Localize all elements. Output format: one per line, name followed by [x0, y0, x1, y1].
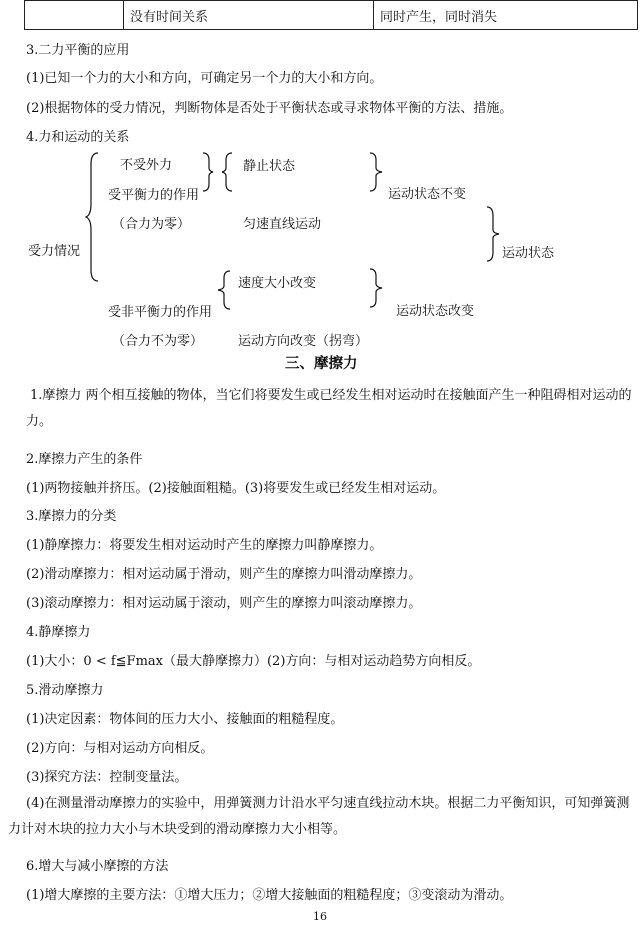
page-number: 16	[313, 910, 327, 923]
section-3-heading: 三、摩擦力	[285, 355, 358, 372]
f3-paragraph-3: (3)滚动摩擦力：相对运动属于滚动，则产生的摩擦力叫滚动摩擦力。	[26, 596, 422, 611]
f5-paragraph-4: (4)在测量滑动摩擦力的实验中，用弹簧测力计沿水平匀速直线拉动木块。根据二力平衡知识，可知弹簧测力计对木块的拉力大小与木块受到的滑动摩擦力大小相等。	[8, 796, 630, 837]
unbalanced-note: （合力不为零）	[112, 334, 204, 349]
table-cell-3: 同时产生，同时消失	[374, 1, 638, 30]
f5-paragraph-3: (3)探究方法：控制变量法。	[26, 770, 188, 785]
f5-paragraph-2: (2)方向：与相对运动方向相反。	[26, 741, 214, 756]
f3-paragraph-1: (1)静摩擦力：将要发生相对运动时产生的摩擦力叫静摩擦力。	[26, 538, 383, 553]
f2-title: 2.摩擦力产生的条件	[26, 452, 143, 467]
s3-paragraph-1: (1)已知一个力的大小和方向，可确定另一个力的大小和方向。	[26, 71, 383, 86]
s3-title: 3.二力平衡的应用	[26, 43, 130, 58]
changed-brace	[370, 268, 384, 308]
balanced-force-label: 受平衡力的作用	[108, 188, 200, 203]
state-changed-label: 运动状态改变	[396, 304, 475, 319]
f3-title: 3.摩擦力的分类	[26, 509, 117, 524]
direction-change-label: 运动方向改变（拐弯）	[238, 334, 369, 349]
right-brace-small	[203, 152, 215, 192]
uniform-motion-label: 匀速直线运动	[243, 217, 322, 232]
unbalanced-force-label: 受非平衡力的作用	[108, 305, 213, 320]
motion-state-label: 运动状态	[502, 246, 555, 261]
table-cell-empty	[25, 1, 124, 30]
rest-state-label: 静止状态	[243, 159, 296, 174]
f6-paragraph-1: (1)增大摩擦的主要方法：①增大压力；②增大接触面的粗糙程度；③变滚动为滑动。	[26, 888, 513, 903]
f2-paragraph-1: (1)两物接触并挤压。(2)接触面粗糙。(3)将要发生或已经发生相对运动。	[26, 481, 446, 496]
table-cell-2: 没有时间关系	[124, 1, 374, 30]
left-brace-small	[222, 152, 234, 192]
speed-direction-brace	[218, 270, 232, 310]
s4-title: 4.力和运动的关系	[26, 130, 130, 145]
diagram-root-label: 受力情况	[28, 244, 81, 259]
big-left-brace	[86, 152, 100, 282]
no-force-label: 不受外力	[120, 158, 173, 173]
s3-paragraph-2: (2)根据物体的受力情况，判断物体是否处于平衡状态或寻求物体平衡的方法、措施。	[26, 101, 513, 116]
unchanged-brace	[370, 152, 384, 192]
f4-paragraph-1: (1)大小：0 < f≦Fmax（最大静摩擦力）(2)方向：与相对运动趋势方向相反。	[26, 654, 481, 669]
f5-paragraph-1: (1)决定因素：物体间的压力大小、接触面的粗糙程度。	[26, 712, 344, 727]
speed-change-label: 速度大小改变	[238, 276, 317, 291]
friction-definition: 1.摩擦力 两个相互接触的物体，当它们将要发生或已经发生相对运动时在接触面产生一种阻碍相对运动的力。	[26, 388, 632, 429]
balanced-note: （合力为零）	[112, 217, 191, 232]
f6-title: 6.增大与减小摩擦的方法	[26, 859, 169, 874]
comparison-table-row	[24, 0, 638, 30]
f3-paragraph-2: (2)滑动摩擦力：相对运动属于滑动，则产生的摩擦力叫滑动摩擦力。	[26, 567, 422, 582]
f4-title: 4.静摩擦力	[26, 625, 91, 640]
state-unchanged-label: 运动状态不变	[388, 187, 467, 202]
motion-state-brace	[487, 206, 501, 262]
f5-title: 5.滑动摩擦力	[26, 683, 104, 698]
